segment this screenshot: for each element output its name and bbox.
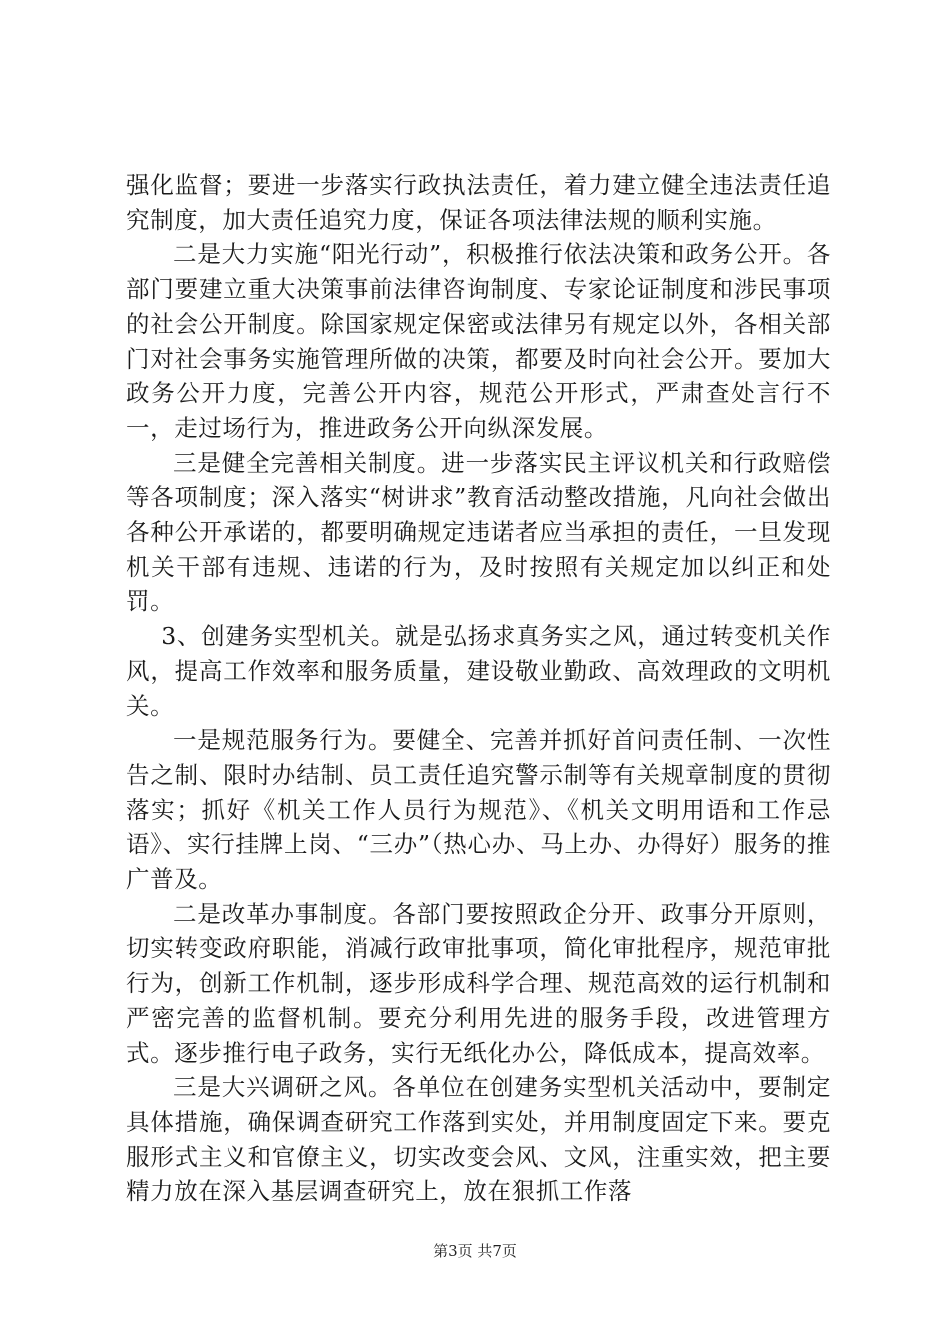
paragraph-research-style: 三是大兴调研之风。各单位在创建务实型机关活动中，要制定具体措施，确保调查研究工作落到实处，并用制度固定下来。要克服形式主义和官僚主义，切实改变会风、文风，注重实效，把主要精力放在深入基层调查研究上，放在狠抓工作落 xyxy=(126,1073,831,1206)
page-number-footer: 第3页 共7页 xyxy=(433,1242,517,1260)
paragraph-sunshine-action: 二是大力实施“阳光行动”，积极推行依法决策和政务公开。各部门要建立重大决策事前法律咨询制度、专家论证制度和涉民事项的社会公开制度。除国家规定保密或法律另有规定以外，各相关部门对社会事务实施管理所做的决策，都要及时向社会公开。要加大政务公开力度，完善公开内容，规范公开形式，严肃查处言行不一，走过场行为，推进政务公开向纵深发展。 xyxy=(126,240,831,442)
paragraph-improve-systems: 三是健全完善相关制度。进一步落实民主评议机关和行政赔偿等各项制度；深入落实“树讲求”教育活动整改措施，凡向社会做出各种公开承诺的，都要明确规定违诺者应当承担的责任，一旦发现机关干部有违规、违诺的行为，及时按照有关规定加以纠正和处罚。 xyxy=(126,448,831,616)
paragraph-reform-procedures: 二是改革办事制度。各部门要按照政企分开、政事分开原则，切实转变政府职能，消减行政审批事项，简化审批程序，规范审批行为，创新工作机制，逐步形成科学合理、规范高效的运行机制和严密完善的监督机制。要充分利用先进的服务手段，改进管理方式。逐步推行电子政务，实行无纸化办公，降低成本，提高效率。 xyxy=(126,899,831,1067)
paragraph-standardize-service: 一是规范服务行为。要健全、完善并抓好首问责任制、一次性告之制、限时办结制、员工责任追究警示制等有关规章制度的贯彻落实；抓好《机关工作人员行为规范》、《机关文明用语和工作忌语》、实行挂牌上岗、“三办”（热心办、马上办、办得好）服务的推广普及。 xyxy=(126,726,831,894)
paragraph-continuation: 强化监督；要进一步落实行政执法责任，着力建立健全违法责任追究制度，加大责任追究力度，保证各项法律法规的顺利实施。 xyxy=(126,171,831,234)
paragraph-pragmatic-organ: 3、创建务实型机关。就是弘扬求真务实之风，通过转变机关作风，提高工作效率和服务质量，建设敬业勤政、高效理政的文明机关。 xyxy=(126,622,831,720)
document-body xyxy=(126,168,831,1209)
